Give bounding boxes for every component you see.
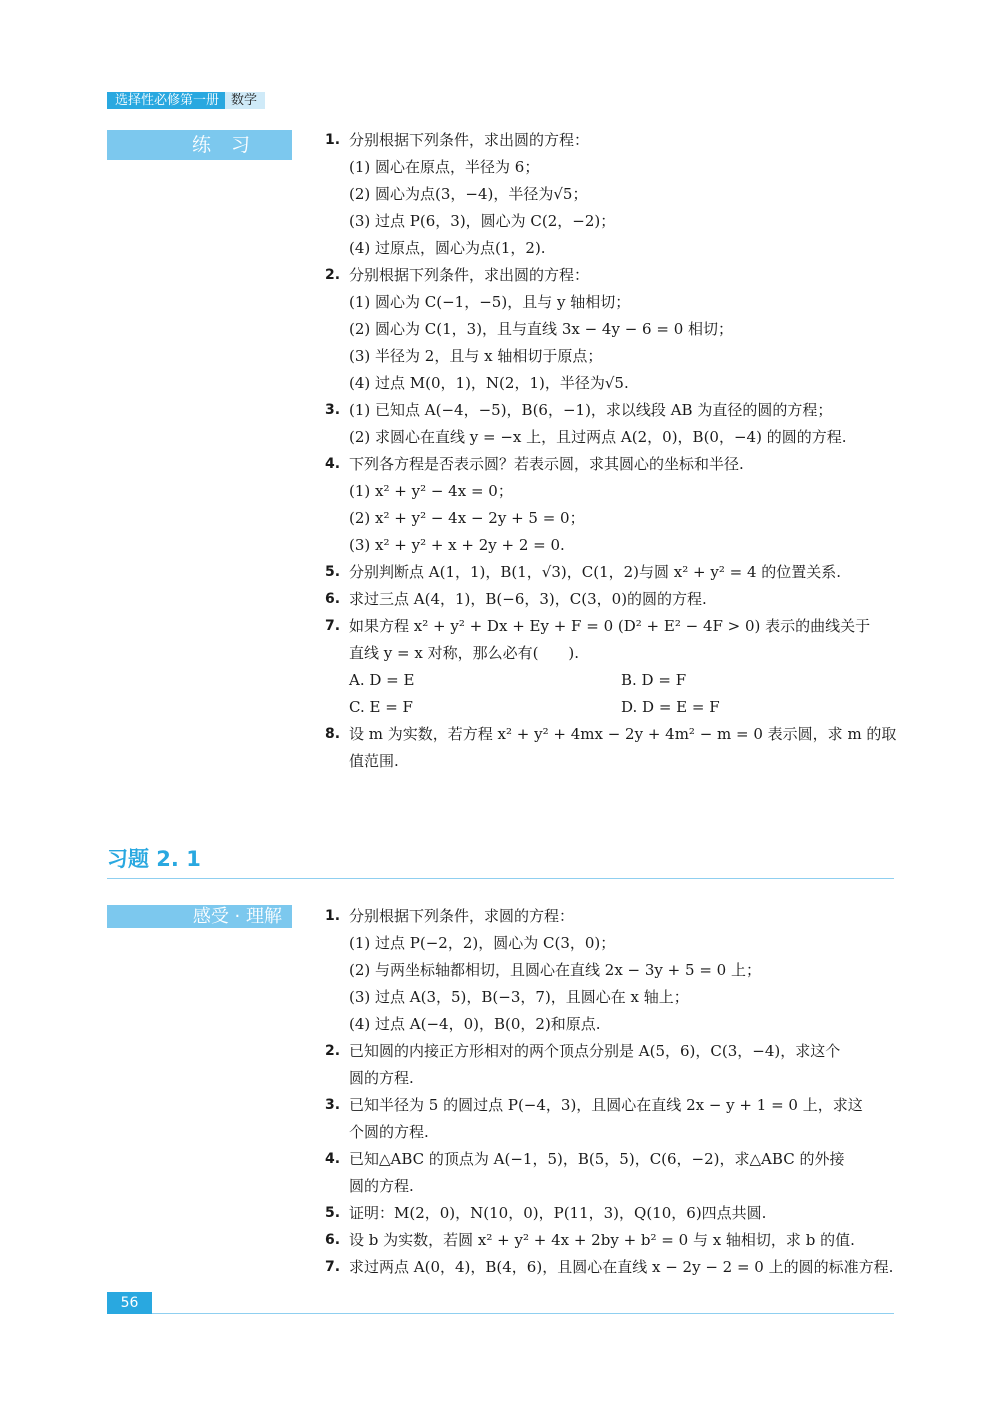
page-number: 56	[107, 1292, 152, 1314]
page-header	[107, 92, 265, 109]
exercise-q7	[325, 1254, 900, 1281]
exercise-q2	[325, 1038, 900, 1065]
question-number: 2.	[325, 267, 341, 283]
subject-label: 数学	[225, 92, 265, 109]
practice-q4	[325, 451, 900, 478]
question-number: 1.	[325, 908, 341, 924]
section-divider	[107, 878, 894, 879]
question-text: 设 b 为实数，若圆 x² + y² + 4x + 2by + b² = 0 与 x 轴相切，求 b 的值.	[349, 1231, 855, 1249]
exercise-list	[325, 903, 900, 1281]
question-number: 3.	[325, 402, 341, 418]
question-text: 求过三点 A(4，1)，B(−6，3)，C(3，0)的圆的方程.	[349, 590, 707, 608]
practice-q1-part3: (3) 过点 P(6，3)，圆心为 C(2，−2)；	[349, 212, 616, 230]
question-text: 已知△ABC 的顶点为 A(−1，5)，B(5，5)，C(6，−2)，求△ABC 的外接	[349, 1150, 845, 1168]
choice-b: B. D = F	[621, 671, 687, 689]
exercise-q1-part2: (2) 与两坐标轴都相切，且圆心在直线 2x − 3y + 5 = 0 上；	[349, 961, 761, 979]
exercise-q3-cont: 个圆的方程.	[349, 1123, 429, 1141]
question-number: 1.	[325, 132, 341, 148]
feel-understand-label: 感受 · 理解	[107, 905, 292, 928]
practice-q2-part1: (1) 圆心为 C(−1，−5)，且与 y 轴相切；	[349, 293, 631, 311]
question-number: 7.	[325, 1259, 341, 1275]
question-number: 2.	[325, 1043, 341, 1059]
exercise-q5	[325, 1200, 900, 1227]
question-text: (1) 已知点 A(−4，−5)，B(6，−1)，求以线段 AB 为直径的圆的方程；	[349, 401, 833, 419]
practice-q8	[325, 721, 900, 748]
question-text: 如果方程 x² + y² + Dx + Ey + F = 0 (D² + E² − 4F > 0) 表示的曲线关于	[349, 617, 871, 635]
question-text: 分别根据下列条件，求出圆的方程：	[349, 131, 590, 149]
practice-q8-cont: 值范围.	[349, 752, 399, 770]
practice-q2-part4: (4) 过点 M(0，1)，N(2，1)，半径为√5.	[349, 374, 629, 392]
practice-q3-part2: (2) 求圆心在直线 y = −x 上，且过两点 A(2，0)，B(0，−4) 的圆的方程.	[349, 428, 847, 446]
question-text: 分别根据下列条件，求出圆的方程：	[349, 266, 590, 284]
question-number: 6.	[325, 1232, 341, 1248]
question-number: 6.	[325, 591, 341, 607]
practice-q3	[325, 397, 900, 424]
exercise-title: 习题 2. 1	[107, 847, 201, 871]
choice-a: A. D = E	[349, 671, 415, 689]
question-number: 5.	[325, 564, 341, 580]
practice-list	[325, 127, 900, 775]
practice-q1-part2: (2) 圆心为点(3，−4)，半径为√5；	[349, 185, 588, 203]
practice-q2-part3: (3) 半径为 2，且与 x 轴相切于原点；	[349, 347, 603, 365]
question-text: 已知圆的内接正方形相对的两个顶点分别是 A(5，6)，C(3，−4)，求这个	[349, 1042, 841, 1060]
exercise-q2-cont: 圆的方程.	[349, 1069, 414, 1087]
question-text: 求过两点 A(0，4)，B(4，6)，且圆心在直线 x − 2y − 2 = 0 上的圆的标准方程.	[349, 1258, 894, 1276]
question-number: 5.	[325, 1205, 341, 1221]
practice-label: 练习	[107, 130, 292, 160]
practice-q1	[325, 127, 900, 154]
exercise-q1-part3: (3) 过点 A(3，5)，B(−3，7)，且圆心在 x 轴上；	[349, 988, 689, 1006]
practice-q4-part2: (2) x² + y² − 4x − 2y + 5 = 0；	[349, 509, 585, 527]
exercise-q1-part1: (1) 过点 P(−2，2)，圆心为 C(3，0)；	[349, 934, 616, 952]
practice-q7-cont: 直线 y = x 对称，那么必有( ).	[349, 644, 580, 662]
question-text: 已知半径为 5 的圆过点 P(−4，3)，且圆心在直线 2x − y + 1 = 0 上，求这	[349, 1096, 863, 1114]
practice-q2-part2: (2) 圆心为 C(1，3)，且与直线 3x − 4y − 6 = 0 相切；	[349, 320, 734, 338]
footer-divider	[152, 1313, 894, 1314]
practice-q1-part1: (1) 圆心在原点，半径为 6；	[349, 158, 540, 176]
exercise-q1-part4: (4) 过点 A(−4，0)，B(0，2)和原点.	[349, 1015, 601, 1033]
question-number: 4.	[325, 456, 341, 472]
question-text: 分别判断点 A(1，1)，B(1，√3)，C(1，2)与圆 x² + y² = 4 的位置关系.	[349, 563, 842, 581]
exercise-q1	[325, 903, 900, 930]
practice-q2	[325, 262, 900, 289]
question-text: 证明：M(2，0)，N(10，0)，P(11，3)，Q(10，6)四点共圆.	[349, 1204, 767, 1222]
question-text: 分别根据下列条件，求圆的方程：	[349, 907, 575, 925]
exercise-q6	[325, 1227, 900, 1254]
question-number: 4.	[325, 1151, 341, 1167]
practice-q4-part3: (3) x² + y² + x + 2y + 2 = 0.	[349, 536, 565, 554]
exercise-q4	[325, 1146, 900, 1173]
practice-q7	[325, 613, 900, 640]
exercise-q4-cont: 圆的方程.	[349, 1177, 414, 1195]
practice-q7-choices	[325, 667, 900, 721]
choice-d: D. D = E = F	[621, 698, 720, 716]
practice-q4-part1: (1) x² + y² − 4x = 0；	[349, 482, 513, 500]
book-title: 选择性必修第一册	[107, 92, 225, 109]
practice-q1-part4: (4) 过原点，圆心为点(1，2).	[349, 239, 546, 257]
question-text: 下列各方程是否表示圆？若表示圆，求其圆心的坐标和半径.	[349, 455, 744, 473]
question-number: 3.	[325, 1097, 341, 1113]
question-number: 8.	[325, 726, 341, 742]
exercise-q3	[325, 1092, 900, 1119]
question-number: 7.	[325, 618, 341, 634]
choice-c: C. E = F	[349, 698, 413, 716]
practice-q5	[325, 559, 900, 586]
question-text: 设 m 为实数，若方程 x² + y² + 4mx − 2y + 4m² − m = 0 表示圆，求 m 的取	[349, 725, 897, 743]
practice-q6	[325, 586, 900, 613]
